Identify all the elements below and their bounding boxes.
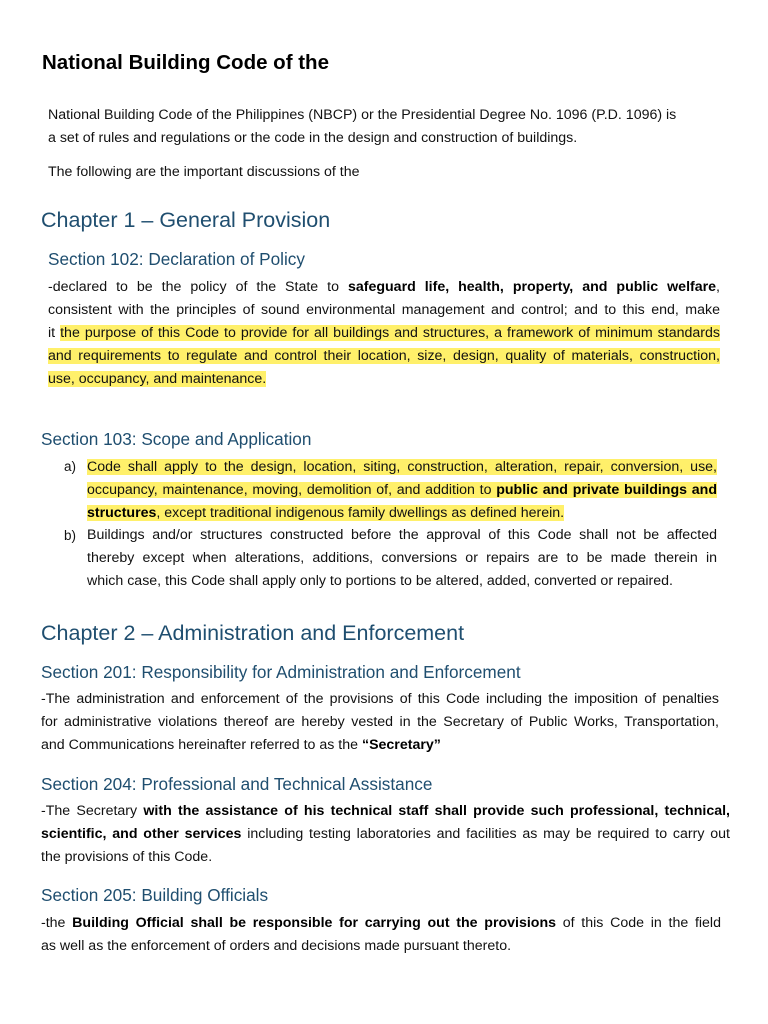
intro-line-1: National Building Code of the Philippines (NBCP) or the Presidential Degree No. 1096 (P.D. 1096) is	[48, 107, 677, 123]
highlight: structures, except traditional indigenous family dwellings as defined herein.	[87, 505, 565, 521]
s103b-line-1: Buildings and/or structures constructed before the approval of this Code shall not be affected	[87, 527, 717, 543]
section-103-item-a	[87, 456, 717, 525]
section-205-body	[41, 912, 721, 958]
chapter-1-heading: Chapter 1 – General Provision	[41, 208, 331, 232]
s205-line-2: as well as the enforcement of orders and decisions made pursuant thereto.	[41, 938, 512, 954]
highlight: the purpose of this Code to provide for all buildings and structures, a framework of minimum standards	[60, 325, 720, 341]
section-103-heading: Section 103: Scope and Application	[41, 429, 312, 449]
s102-line-5	[48, 368, 720, 391]
s103a-line-3	[87, 502, 717, 525]
intro-line-2: a set of rules and regulations or the code in the design and construction of buildings.	[48, 130, 578, 146]
list-marker-b: b)	[64, 528, 77, 543]
section-103-item-b	[87, 524, 717, 593]
s205-line-1: -the Building Official shall be responsible for carrying out the provisions of this Code in the field	[41, 915, 721, 931]
highlight: occupancy, maintenance, moving, demolition of, and addition to public and private buildings and	[87, 482, 717, 498]
section-102-heading: Section 102: Declaration of Policy	[48, 249, 305, 269]
s204-line-2: scientific, and other services including testing laboratories and facilities as may be required to carry out	[41, 826, 730, 842]
highlight: use, occupancy, and maintenance.	[48, 371, 267, 387]
intro-paragraph-2: The following are the important discussions of the	[48, 164, 360, 180]
section-205-heading: Section 205: Building Officials	[41, 885, 269, 905]
s102-line-4	[48, 345, 720, 368]
section-201-body	[41, 688, 719, 757]
s102-line-1: -declared to be the policy of the State to safeguard life, health, property, and public welfare,	[48, 279, 720, 295]
section-204-body	[41, 800, 730, 869]
section-102-body	[48, 276, 720, 391]
highlight: Code shall apply to the design, location, siting, construction, alteration, repair, conversion, use,	[87, 459, 717, 475]
s103b-line-3: which case, this Code shall apply only to portions to be altered, added, converted or repaired.	[87, 573, 673, 589]
s103a-line-1	[87, 456, 717, 479]
s204-line-1: -The Secretary with the assistance of his technical staff shall provide such professional, technical,	[41, 803, 730, 819]
s103a-line-2	[87, 479, 717, 502]
list-marker-a: a)	[64, 459, 77, 474]
s103b-line-2: thereby except when alterations, additions, conversions or repairs are to be made therein in	[87, 550, 717, 566]
s204-line-3: the provisions of this Code.	[41, 849, 213, 865]
s102-line-3: it the purpose of this Code to provide for all buildings and structures, a framework of minimum standards	[48, 325, 720, 341]
highlight: and requirements to regulate and control their location, size, design, quality of materials, construction,	[48, 348, 720, 364]
intro-paragraph	[48, 104, 718, 150]
document-title: National Building Code of the	[42, 51, 329, 74]
s201-line-1: -The administration and enforcement of the provisions of this Code including the imposition of penalties	[41, 691, 719, 707]
s201-line-2: for administrative violations thereof are hereby vested in the Secretary of Public Works, Transportation,	[41, 714, 719, 730]
s102-line-2: consistent with the principles of sound environmental management and control; and to this end, make	[48, 302, 720, 318]
chapter-2-heading: Chapter 2 – Administration and Enforcement	[41, 621, 465, 645]
s201-line-3: and Communications hereinafter referred to as the “Secretary”	[41, 737, 441, 753]
section-204-heading: Section 204: Professional and Technical Assistance	[41, 774, 433, 794]
section-201-heading: Section 201: Responsibility for Administration and Enforcement	[41, 662, 521, 682]
